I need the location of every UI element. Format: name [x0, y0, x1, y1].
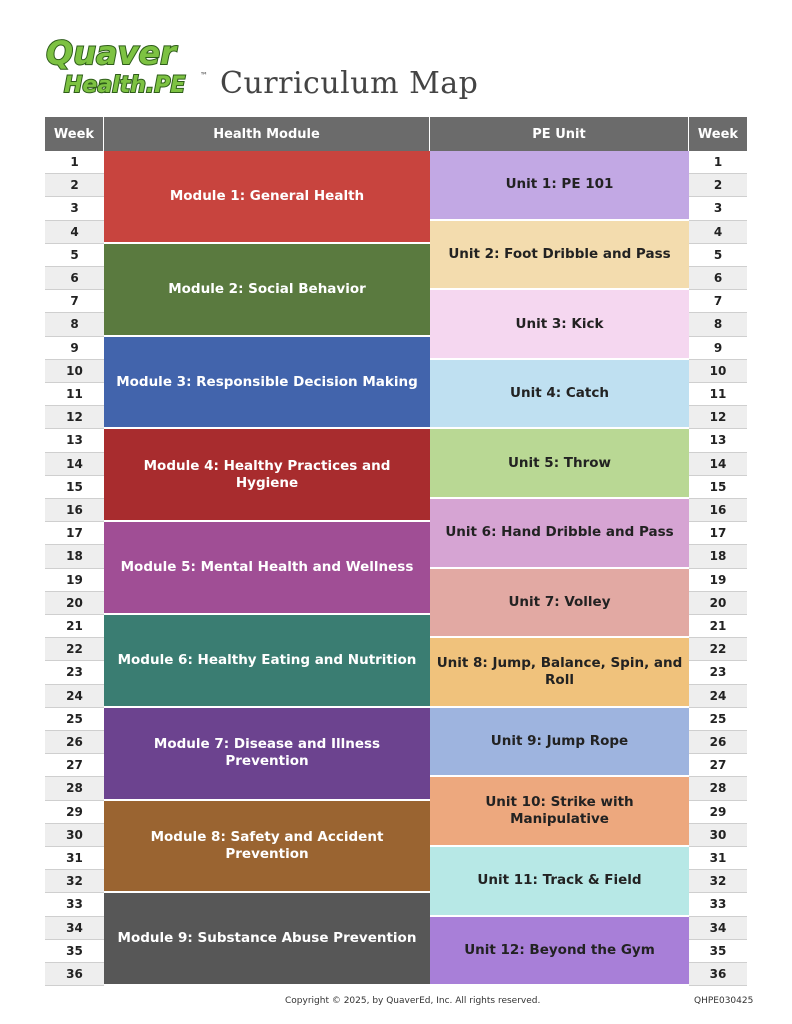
pe-unit-block: Unit 5: Throw — [430, 429, 689, 499]
week-number-right: 16 — [689, 499, 747, 522]
week-number-left: 20 — [45, 592, 104, 615]
pe-unit-block: Unit 7: Volley — [430, 569, 689, 639]
week-number-left: 30 — [45, 824, 104, 847]
week-number-right: 3 — [689, 197, 747, 220]
week-number-left: 18 — [45, 545, 104, 568]
week-number-right: 35 — [689, 940, 747, 963]
week-number-left: 32 — [45, 870, 104, 893]
week-number-right: 26 — [689, 731, 747, 754]
week-number-left: 15 — [45, 476, 104, 499]
week-number-right: 1 — [689, 151, 747, 174]
week-number-left: 29 — [45, 801, 104, 824]
week-number-left: 6 — [45, 267, 104, 290]
svg-text:Health.PE: Health.PE — [64, 73, 186, 98]
week-number-left: 11 — [45, 383, 104, 406]
week-number-left: 27 — [45, 754, 104, 777]
week-number-right: 18 — [689, 545, 747, 568]
week-number-right: 20 — [689, 592, 747, 615]
week-number-right: 2 — [689, 174, 747, 197]
pe-unit-block: Unit 12: Beyond the Gym — [430, 917, 689, 987]
week-number-right: 17 — [689, 522, 747, 545]
week-number-right: 11 — [689, 383, 747, 406]
week-number-left: 3 — [45, 197, 104, 220]
week-number-left: 21 — [45, 615, 104, 638]
week-number-right: 28 — [689, 777, 747, 800]
health-module-block: Module 6: Healthy Eating and Nutrition — [104, 615, 430, 708]
copyright-text: Copyright © 2025, by QuaverEd, Inc. All rights reserved. — [285, 996, 541, 1006]
week-number-left: 16 — [45, 499, 104, 522]
quaver-health-pe-logo — [42, 30, 212, 100]
health-module-block: Module 1: General Health — [104, 151, 430, 244]
week-number-left: 5 — [45, 244, 104, 267]
week-number-left: 24 — [45, 685, 104, 708]
week-number-left: 4 — [45, 221, 104, 244]
week-number-left: 33 — [45, 893, 104, 916]
week-number-left: 8 — [45, 313, 104, 336]
week-number-right: 29 — [689, 801, 747, 824]
week-number-left: 31 — [45, 847, 104, 870]
week-header-right: Week — [689, 117, 747, 151]
week-number-right: 27 — [689, 754, 747, 777]
week-number-right: 19 — [689, 569, 747, 592]
health-module-block: Module 7: Disease and Illness Prevention — [104, 708, 430, 801]
week-number-right: 21 — [689, 615, 747, 638]
week-number-right: 13 — [689, 429, 747, 452]
pe-unit-block: Unit 1: PE 101 — [430, 151, 689, 221]
week-number-left: 22 — [45, 638, 104, 661]
week-number-right: 24 — [689, 685, 747, 708]
week-number-right: 30 — [689, 824, 747, 847]
health-module-block: Module 2: Social Behavior — [104, 244, 430, 337]
health-module-block: Module 8: Safety and Accident Prevention — [104, 801, 430, 894]
pe-unit-block: Unit 8: Jump, Balance, Spin, and Roll — [430, 638, 689, 708]
week-number-left: 19 — [45, 569, 104, 592]
week-number-right: 36 — [689, 963, 747, 986]
svg-text:™: ™ — [200, 71, 208, 80]
health-module-header: Health Module — [104, 117, 430, 151]
week-number-left: 17 — [45, 522, 104, 545]
week-number-right: 31 — [689, 847, 747, 870]
week-number-left: 23 — [45, 661, 104, 684]
week-number-left: 7 — [45, 290, 104, 313]
week-number-right: 10 — [689, 360, 747, 383]
week-number-right: 6 — [689, 267, 747, 290]
week-number-right: 25 — [689, 708, 747, 731]
week-number-left: 28 — [45, 777, 104, 800]
page-header — [40, 26, 760, 106]
pe-unit-block: Unit 4: Catch — [430, 360, 689, 430]
pe-unit-block: Unit 6: Hand Dribble and Pass — [430, 499, 689, 569]
week-number-right: 8 — [689, 313, 747, 336]
week-number-right: 33 — [689, 893, 747, 916]
week-number-right: 7 — [689, 290, 747, 313]
week-number-right: 12 — [689, 406, 747, 429]
week-number-left: 10 — [45, 360, 104, 383]
week-number-left: 12 — [45, 406, 104, 429]
week-number-left: 36 — [45, 963, 104, 986]
page-title: Curriculum Map — [220, 66, 479, 101]
health-module-block: Module 3: Responsible Decision Making — [104, 337, 430, 430]
week-number-right: 32 — [689, 870, 747, 893]
document-code: QHPE030425 — [694, 996, 754, 1006]
week-number-right: 34 — [689, 917, 747, 940]
week-number-left: 2 — [45, 174, 104, 197]
svg-text:Quaver: Quaver — [46, 34, 176, 72]
pe-unit-header: PE Unit — [430, 117, 689, 151]
health-module-block: Module 9: Substance Abuse Prevention — [104, 893, 430, 986]
week-number-left: 34 — [45, 917, 104, 940]
week-number-right: 15 — [689, 476, 747, 499]
pe-unit-block: Unit 9: Jump Rope — [430, 708, 689, 778]
week-number-right: 9 — [689, 337, 747, 360]
health-module-block: Module 4: Healthy Practices and Hygiene — [104, 429, 430, 522]
week-number-right: 4 — [689, 221, 747, 244]
week-number-right: 5 — [689, 244, 747, 267]
week-number-left: 14 — [45, 453, 104, 476]
pe-unit-block: Unit 2: Foot Dribble and Pass — [430, 221, 689, 291]
week-number-right: 22 — [689, 638, 747, 661]
week-number-left: 35 — [45, 940, 104, 963]
week-number-right: 23 — [689, 661, 747, 684]
week-number-left: 13 — [45, 429, 104, 452]
week-number-left: 25 — [45, 708, 104, 731]
week-number-left: 1 — [45, 151, 104, 174]
week-number-right: 14 — [689, 453, 747, 476]
pe-unit-block: Unit 11: Track & Field — [430, 847, 689, 917]
week-number-left: 26 — [45, 731, 104, 754]
pe-unit-block: Unit 3: Kick — [430, 290, 689, 360]
week-number-left: 9 — [45, 337, 104, 360]
pe-unit-block: Unit 10: Strike with Manipulative — [430, 777, 689, 847]
health-module-block: Module 5: Mental Health and Wellness — [104, 522, 430, 615]
week-header-left: Week — [45, 117, 104, 151]
